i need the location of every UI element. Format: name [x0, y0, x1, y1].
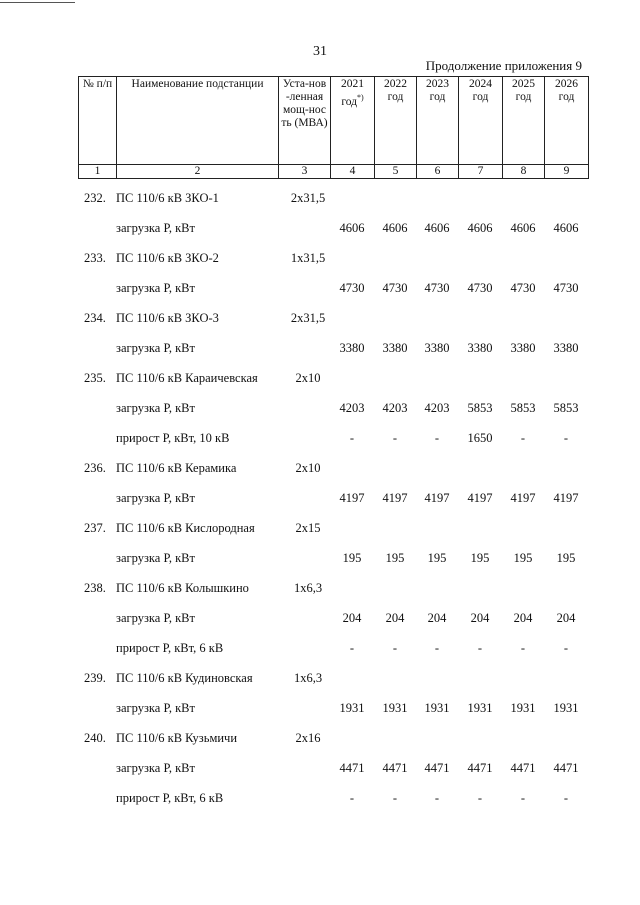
- row-capacity: 2x31,5: [290, 191, 326, 205]
- column-number: 6: [417, 165, 459, 179]
- table-row: [0, 341, 640, 357]
- header-year-2023: 2023 год: [417, 77, 459, 165]
- row-value-2024: 1931: [467, 701, 493, 715]
- row-index: 235.: [84, 371, 106, 385]
- table-row: [0, 791, 640, 807]
- row-value-2023: -: [434, 791, 440, 805]
- row-name: загрузка Р, кВт: [116, 401, 195, 415]
- row-value-2021: 4471: [339, 761, 365, 775]
- row-capacity: 1x31,5: [290, 251, 326, 265]
- header-year-2022: 2022 год: [375, 77, 417, 165]
- row-value-2022: 3380: [382, 341, 408, 355]
- column-number: 2: [117, 165, 279, 179]
- table-row: [0, 371, 640, 387]
- row-value-2021: 195: [342, 551, 362, 565]
- row-value-2021: -: [349, 791, 355, 805]
- row-value-2026: 5853: [553, 401, 579, 415]
- row-value-2022: 4730: [382, 281, 408, 295]
- row-value-2024: 195: [470, 551, 490, 565]
- row-value-2021: 204: [342, 611, 362, 625]
- row-value-2025: -: [520, 431, 526, 445]
- row-value-2026: 4197: [553, 491, 579, 505]
- row-value-2023: -: [434, 641, 440, 655]
- column-number: 5: [375, 165, 417, 179]
- row-value-2025: 4471: [510, 761, 536, 775]
- table-row: [0, 551, 640, 567]
- row-value-2022: 1931: [382, 701, 408, 715]
- row-value-2025: 4197: [510, 491, 536, 505]
- row-index: 237.: [84, 521, 106, 535]
- row-name: загрузка Р, кВт: [116, 491, 195, 505]
- row-value-2024: 1650: [467, 431, 493, 445]
- row-value-2023: 4471: [424, 761, 450, 775]
- row-value-2025: -: [520, 791, 526, 805]
- row-value-2022: 4197: [382, 491, 408, 505]
- table-row: [0, 431, 640, 447]
- row-value-2026: -: [563, 641, 569, 655]
- column-number: 1: [79, 165, 117, 179]
- row-capacity: 1x6,3: [293, 581, 323, 595]
- row-value-2024: 204: [470, 611, 490, 625]
- row-value-2025: 4730: [510, 281, 536, 295]
- row-value-2021: 4203: [339, 401, 365, 415]
- row-value-2021: 3380: [339, 341, 365, 355]
- row-value-2022: 195: [385, 551, 405, 565]
- row-name: ПС 110/6 кВ ЗКО-1: [116, 191, 219, 205]
- row-name: загрузка Р, кВт: [116, 221, 195, 235]
- column-number: 7: [459, 165, 503, 179]
- row-value-2022: -: [392, 431, 398, 445]
- row-value-2026: 195: [556, 551, 576, 565]
- row-name: ПС 110/6 кВ Кузьмичи: [116, 731, 238, 745]
- row-name: загрузка Р, кВт: [116, 701, 195, 715]
- row-value-2021: -: [349, 641, 355, 655]
- row-value-2025: -: [520, 641, 526, 655]
- column-number: 3: [279, 165, 331, 179]
- row-value-2026: 4471: [553, 761, 579, 775]
- row-value-2024: 4471: [467, 761, 493, 775]
- row-value-2023: 4730: [424, 281, 450, 295]
- row-value-2023: 3380: [424, 341, 450, 355]
- table-row: [0, 521, 640, 537]
- row-value-2025: 5853: [510, 401, 536, 415]
- row-index: 240.: [84, 731, 106, 745]
- page-number: 31: [313, 44, 327, 59]
- continuation-note: Продолжение приложения 9: [425, 58, 582, 73]
- table-row: [0, 701, 640, 717]
- row-index: 234.: [84, 311, 106, 325]
- row-value-2024: 4606: [467, 221, 493, 235]
- row-name: ПС 110/6 кВ Колышкино: [116, 581, 249, 595]
- row-value-2025: 4606: [510, 221, 536, 235]
- row-value-2024: 4730: [467, 281, 493, 295]
- row-name: прирост Р, кВт, 6 кВ: [116, 791, 224, 805]
- row-value-2026: -: [563, 791, 569, 805]
- row-capacity: 2x10: [295, 461, 321, 475]
- row-name: загрузка Р, кВт: [116, 761, 195, 775]
- row-value-2025: 3380: [510, 341, 536, 355]
- row-capacity: 2x10: [295, 371, 321, 385]
- row-value-2026: 4730: [553, 281, 579, 295]
- row-value-2021: 1931: [339, 701, 365, 715]
- table-row: [0, 761, 640, 777]
- row-index: 236.: [84, 461, 106, 475]
- row-value-2023: 4197: [424, 491, 450, 505]
- header-year-2021-text: 2021 год: [341, 78, 364, 108]
- table-row: [0, 671, 640, 687]
- header-installed-capacity: Уста-нов-ленная мощ-ность (МВА): [279, 77, 331, 165]
- row-name: ПС 110/6 кВ ЗКО-3: [116, 311, 219, 325]
- row-value-2022: -: [392, 641, 398, 655]
- table-row: [0, 491, 640, 507]
- row-name: прирост Р, кВт, 10 кВ: [116, 431, 230, 445]
- column-number: 8: [503, 165, 545, 179]
- header-number: № п/п: [79, 77, 117, 165]
- row-name: ПС 110/6 кВ Керамика: [116, 461, 237, 475]
- row-value-2026: 4606: [553, 221, 579, 235]
- row-value-2026: 204: [556, 611, 576, 625]
- row-value-2026: 1931: [553, 701, 579, 715]
- row-value-2022: -: [392, 791, 398, 805]
- row-value-2025: 204: [513, 611, 533, 625]
- row-value-2024: 5853: [467, 401, 493, 415]
- row-name: загрузка Р, кВт: [116, 611, 195, 625]
- row-value-2023: 204: [427, 611, 447, 625]
- row-capacity: 2x15: [295, 521, 321, 535]
- row-name: ПС 110/6 кВ Караичевская: [116, 371, 258, 385]
- row-index: 238.: [84, 581, 106, 595]
- row-name: загрузка Р, кВт: [116, 341, 195, 355]
- row-name: ПС 110/6 кВ Кудиновская: [116, 671, 253, 685]
- column-number: 4: [331, 165, 375, 179]
- header-year-2021-sup: *): [357, 93, 364, 102]
- row-value-2023: 4606: [424, 221, 450, 235]
- row-value-2022: 4471: [382, 761, 408, 775]
- row-capacity: 2x31,5: [290, 311, 326, 325]
- header-year-2025: 2025 год: [503, 77, 545, 165]
- table-row: [0, 191, 640, 207]
- table-row: [0, 401, 640, 417]
- row-value-2022: 204: [385, 611, 405, 625]
- table-row: [0, 311, 640, 327]
- row-value-2026: 3380: [553, 341, 579, 355]
- row-capacity: 1x6,3: [293, 671, 323, 685]
- row-value-2023: 195: [427, 551, 447, 565]
- row-name: ПС 110/6 кВ Кислородная: [116, 521, 255, 535]
- header-substation-name: Наименование подстанции: [117, 77, 279, 165]
- row-value-2022: 4606: [382, 221, 408, 235]
- row-value-2021: 4606: [339, 221, 365, 235]
- table-row: [0, 461, 640, 477]
- row-value-2022: 4203: [382, 401, 408, 415]
- row-value-2025: 195: [513, 551, 533, 565]
- row-value-2023: 4203: [424, 401, 450, 415]
- row-index: 239.: [84, 671, 106, 685]
- table-row: [0, 611, 640, 627]
- table-row: [0, 641, 640, 657]
- row-index: 233.: [84, 251, 106, 265]
- row-value-2024: -: [477, 641, 483, 655]
- row-value-2021: 4197: [339, 491, 365, 505]
- row-value-2025: 1931: [510, 701, 536, 715]
- row-name: загрузка Р, кВт: [116, 551, 195, 565]
- header-year-2024: 2024 год: [459, 77, 503, 165]
- table-row: [0, 281, 640, 297]
- row-name: ПС 110/6 кВ ЗКО-2: [116, 251, 219, 265]
- column-number: 9: [545, 165, 589, 179]
- table-row: [0, 251, 640, 267]
- row-value-2024: 4197: [467, 491, 493, 505]
- table-row: [0, 731, 640, 747]
- header-year-2026: 2026 год: [545, 77, 589, 165]
- row-value-2023: -: [434, 431, 440, 445]
- row-name: прирост Р, кВт, 6 кВ: [116, 641, 224, 655]
- row-value-2021: -: [349, 431, 355, 445]
- row-capacity: 2x16: [295, 731, 321, 745]
- table-row: [0, 581, 640, 597]
- row-value-2024: -: [477, 791, 483, 805]
- table-row: [0, 221, 640, 237]
- row-value-2023: 1931: [424, 701, 450, 715]
- row-value-2026: -: [563, 431, 569, 445]
- row-value-2021: 4730: [339, 281, 365, 295]
- row-value-2024: 3380: [467, 341, 493, 355]
- row-index: 232.: [84, 191, 106, 205]
- row-name: загрузка Р, кВт: [116, 281, 195, 295]
